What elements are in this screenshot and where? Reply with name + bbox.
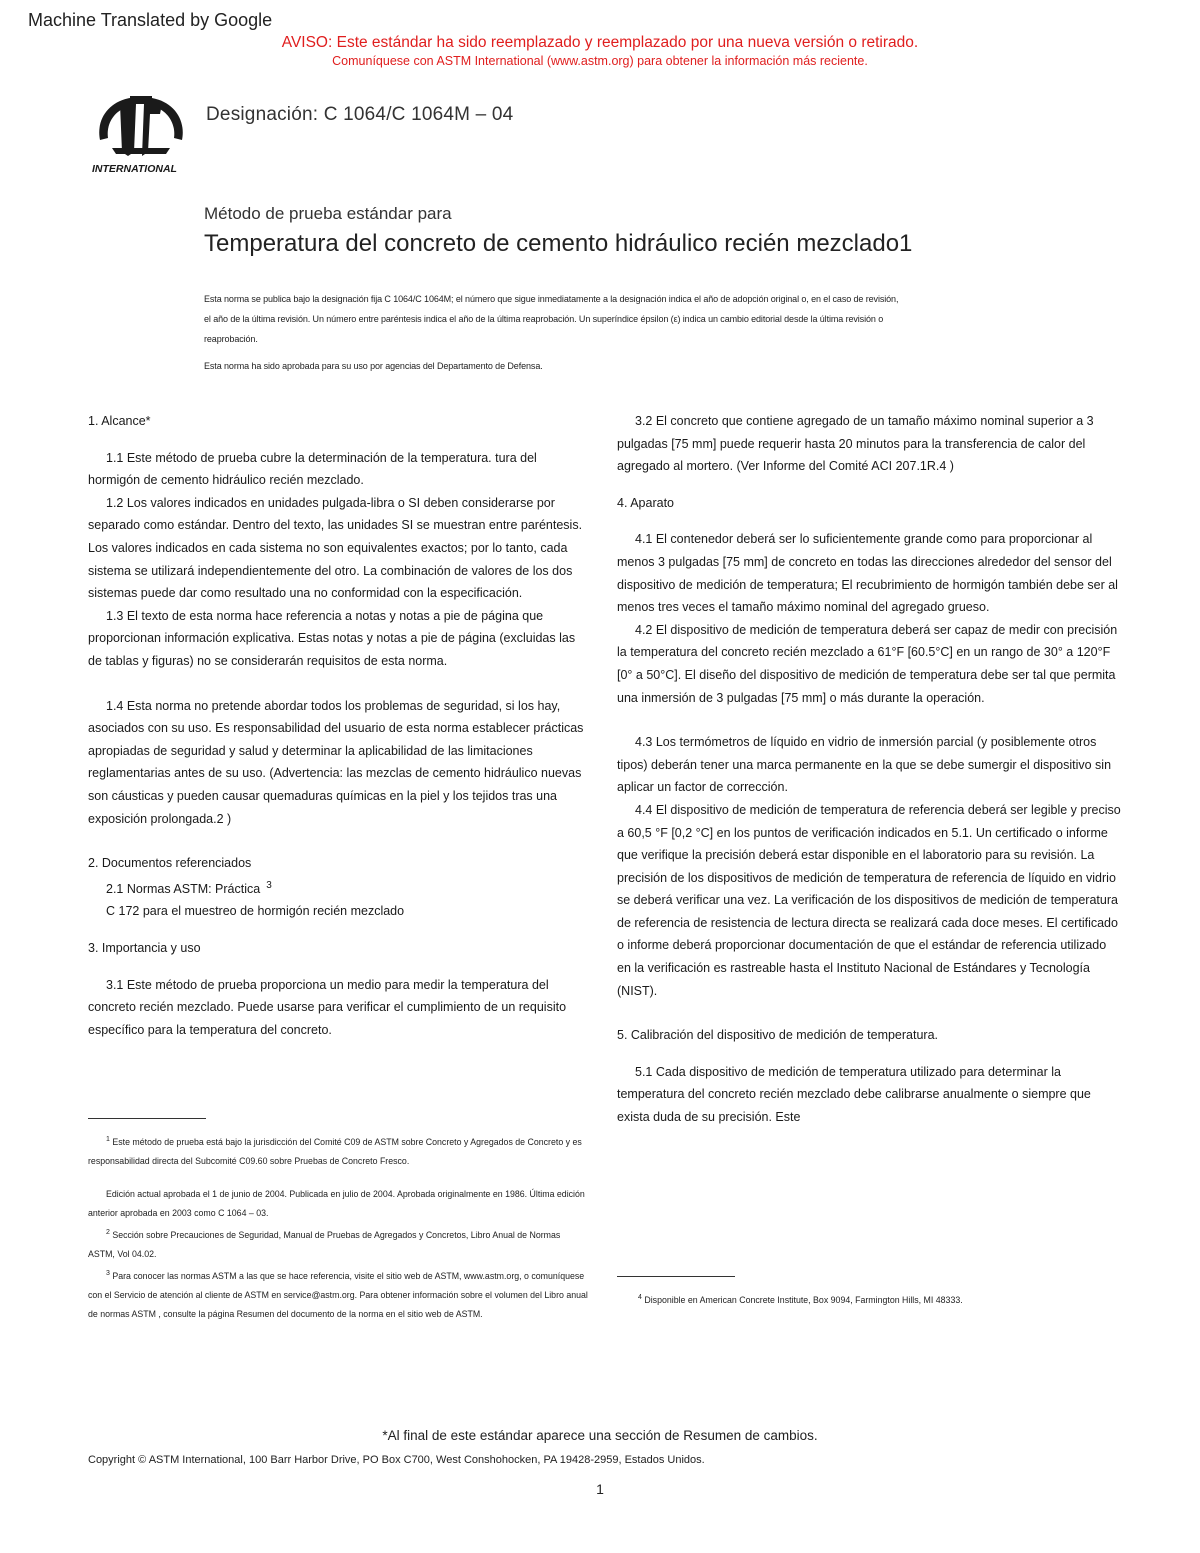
document-subtitle: Método de prueba estándar para [204,204,452,223]
copyright-line: Copyright © ASTM International, 100 Barr Harbor Drive, PO Box C700, West Conshohocken, PA 19428-2959, Estados Unidos. [88,1454,705,1466]
astm-logo [90,92,190,176]
paragraph-5-1: 5.1 Cada dispositivo de medición de temperatura utilizado para determinar la temperatura del concreto recién mezclado debe calibrarse anualmente o siempre que exista duda de su precisión. Este [617,1064,1091,1125]
contact-notice: Comuníquese con ASTM International (www.astm.org) para obtener la información más reciente. [332,54,868,68]
footnote-4-text: Disponible en American Concrete Institute, Box 9094, Farmington Hills, MI 48333. [644,1294,963,1305]
footnote-divider-right [617,1276,735,1277]
paragraph-3-2: 3.2 El concreto que contiene agregado de un tamaño máximo nominal superior a 3 pulgadas [75 mm] puede requerir hasta 20 minutos para la transferencia de calor del agregado al mortero. (Ver Informe del Comité ACI 207.1R.4 ) [617,414,1094,474]
footnote-3-number: 3 [106,1269,110,1277]
paragraph-4-1: 4.1 El contenedor deberá ser lo suficientemente grande como para proporcionar al menos 3 pulgadas [75 mm] de concreto en todas las direcciones alrededor del sensor del dispositivo de medición de temperatura; El recubrimiento de hormigón también debe ser al menos tres veces el tamaño máximo nominal del agregado grueso. [617,532,1118,615]
paragraph-1-2: 1.2 Los valores indicados en unidades pulgada-libra o SI deben considerarse por separado como estándar. Dentro del texto, las unidades SI se muestran entre paréntesis. Los valores indicados en cada sistema no son equivalentes exactos; por lo tanto, cada sistema se utilizará independientemente del otro. La combinación de valores de los dos sistemas puede dar como resultado una no conformidad con la especificación. [88,495,583,601]
paragraph-1-1: 1.1 Este método de prueba cubre la determinación de la temperatura. tura del hormigón de cemento hidráulico recién mezclado. [88,450,537,488]
document-title: Temperatura del concreto de cemento hidráulico recién mezclado1 [204,230,913,257]
footnote-2-number: 2 [106,1228,110,1236]
paragraph-4-2: 4.2 El dispositivo de medición de temperatura deberá ser capaz de medir con precisión la temperatura del concreto recién mezclado a 61°F [60.5°C] en un rango de 30° a 120°F [0° a 50°C]. El diseño del dispositivo de medición de temperatura debe ser tal que permita una inmersión de 3 pulgadas [75 mm] o más durante la operación. [617,622,1118,705]
right-column [617,410,1122,1129]
reference-c172: C 172 para el muestreo de hormigón recién mezclado [106,904,405,919]
footnote-4 [620,1288,1120,1310]
paragraph-2-1-text: 2.1 Normas ASTM: Práctica [106,881,261,896]
footnote-ref-3: 3 [266,879,272,891]
section-3-heading: 3. Importancia y uso [88,941,201,956]
machine-translated-label: Machine Translated by Google [28,10,273,30]
publication-note-line1: Esta norma se publica bajo la designación fija C 1064/C 1064M; el número que sigue inmediatamente a la designación indica el año de adopción original o, en el caso de revisión, [204,294,899,304]
footnote-3-text: Para conocer las normas ASTM a las que se hace referencia, visite el sitio web de ASTM, www.astm.org, o comuníquese con el Servicio de atención al cliente de ASTM en service@astm.org. Para obtener información sobre el volumen del Libro anual de normas ASTM , consulte la página Resumen del documento de la norma en el sitio web de ASTM. [88,1270,588,1319]
summary-of-changes-note: *Al final de este estándar aparece una sección de Resumen de cambios. [382,1428,818,1443]
footnote-4-number: 4 [638,1294,642,1301]
paragraph-1-4: 1.4 Esta norma no pretende abordar todos los problemas de seguridad, si los hay, asociados con su uso. Es responsabilidad del usuario de esta norma establecer prácticas apropiadas de seguridad y salud y determinar la aplicabilidad de las limitaciones reglamentarias antes de su uso. (Advertencia: las mezclas de cemento hidráulico nuevas son cáusticas y pueden causar quemaduras químicas en la piel y los tejidos tras una exposición prolongada.2 ) [88,698,584,826]
publication-note-line2: el año de la última revisión. Un número entre paréntesis indica el año de la última reaprobación. Un superíndice épsilon (ε) indica un cambio editorial desde la última revisión o [204,314,884,324]
paragraph-3-1: 3.1 Este método de prueba proporciona un medio para medir la temperatura del concreto recién mezclado. Puede usarse para verificar el cumplimiento de un requisito específico para la temperatura del concreto. [88,977,567,1037]
paragraph-4-3: 4.3 Los termómetros de líquido en vidrio de inmersión parcial (y posiblemente otros tipos) deberán tener una marca permanente en la que se debe sumergir el dispositivo sin aplicar un factor de corrección. [617,735,1112,795]
footnote-1 [88,1130,588,1171]
footnote-1-number: 1 [106,1136,110,1143]
footnote-2-text: Sección sobre Precauciones de Seguridad, Manual de Pruebas de Agregados y Concretos, Libro Anual de Normas ASTM, Vol 04.02. [88,1229,561,1259]
section-5-heading: 5. Calibración del dispositivo de medición de temperatura. [617,1028,939,1043]
footnote-2 [88,1223,588,1264]
footnote-1-edition: Edición actual aprobada el 1 de junio de 2004. Publicada en julio de 2004. Aprobada originalmente en 1986. Última edición anterior aprobada en 2003 como C 1064 – 03. [88,1188,585,1218]
footnote-1-text: Este método de prueba está bajo la jurisdicción del Comité C09 de ASTM sobre Concreto y Agregados de Concreto y es responsabilidad directa del Subcomité C09.60 sobre Pruebas de Concreto Fresco. [88,1136,582,1166]
paragraph-1-3: 1.3 El texto de esta norma hace referencia a notas y notas a pie de página que proporcionan información explicativa. Estas notas y notas a pie de página (excluidas las de tablas y figuras) no se considerarán requisitos de esta norma. [88,608,576,668]
section-2-heading: 2. Documentos referenciados [88,856,252,871]
footnote-3 [88,1264,588,1324]
designation: Designación: C 1064/C 1064M – 04 [206,104,514,125]
withdrawn-notice: AVISO: Este estándar ha sido reemplazado y reemplazado por una nueva versión o retirado. [281,34,919,51]
left-column [88,410,588,1041]
footnotes-left [88,1130,588,1324]
paragraph-2-1 [88,875,588,901]
paragraph-4-4: 4.4 El dispositivo de medición de temperatura de referencia deberá ser legible y preciso a 60,5 °F [0,2 °C] en los puntos de verificación indicados en 5.1. Un certificado o informe que verifique la precisión deberá estar disponible en el laboratorio para su revisión. La precisión de los dispositivos de medición de temperatura de referencia de líquido en vidrio se deberá verificar una vez. La verificación de los dispositivos de medición de temperatura de referencia de resistencia de lectura directa se realizará cada doce meses. El certificado o informe deberá proporcionar documentación de que el estándar de referencia utilizado en la verificación es rastreable hasta el Instituto Nacional de Estándares y Tecnología (NIST). [617,802,1121,998]
publication-note-line3: reaprobación. [204,334,258,344]
section-1-heading: 1. Alcance* [88,414,151,428]
section-4-heading: 4. Aparato [617,495,674,510]
logo-wordmark: INTERNATIONAL [92,163,177,175]
page-number: 1 [596,1481,604,1497]
footnote-divider-left [88,1118,206,1119]
footnotes-right [620,1288,1120,1310]
dod-approval-note: Esta norma ha sido aprobada para su uso por agencias del Departamento de Defensa. [204,361,543,371]
